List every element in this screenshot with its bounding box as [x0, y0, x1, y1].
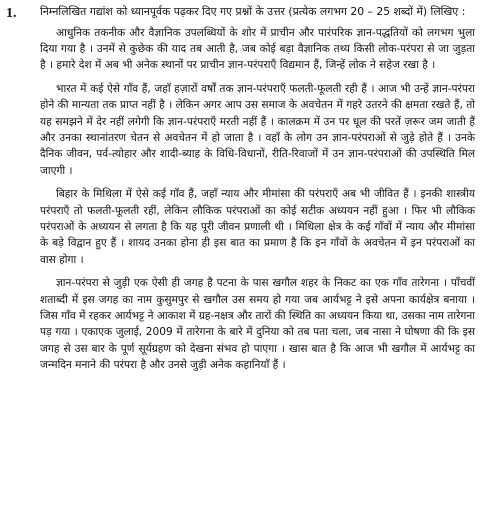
question-body	[40, 4, 475, 381]
question-number: 1.	[6, 6, 17, 21]
passage-paragraph-2: भारत में कई ऐसे गाँव हैं, जहाँ हज़ारों वर्षों तक ज्ञान-परंपराएँ फलती-फूलती रही हैं । आज भी उन्हें ज्ञान-परंपरा होने की मान्यता तक प्राप्त नहीं है । लेकिन अगर आप उस समाज के अवचेतन में गहरे उतरने की क्षमता रखते हैं, तो यह समझने में देर नहीं लगेगी कि ज्ञान-परंपराएँ मरती नहीं हैं । कालक्रम में उन पर धूल की परतें ज़रूर जम जाती हैं और उनका स्थानांतरण चेतन से अवचेतन में हो जाता है । वहाँ के लोग उन ज्ञान-परंपराओं से जुड़े होते हैं । उनके दैनिक जीवन, पर्व-त्योहार और शादी-ब्याह के विधि-विधानों, रीति-रिवाजों में उन ज्ञान-परंपराओं की उपस्थिति मिल जाएगी ।	[40, 82, 475, 177]
passage-paragraph-1: आधुनिक तकनीक और वैज्ञानिक उपलब्धियों के शोर में प्राचीन और पारंपरिक ज्ञान-पद्धतियों को लगभग भुला दिया गया है । उनमें से कुछेक की याद तब आती है, जब कोई बड़ा वैज्ञानिक तथ्य किसी लोक-परंपरा से जा जुड़ता है । हमारे देश में अब भी अनेक स्थानों पर प्राचीन ज्ञान-परंपराएँ विद्यमान हैं, जिन्हें लोक ने सहेज रखा है ।	[40, 26, 475, 72]
passage-paragraph-3: बिहार के मिथिला में ऐसे कई गाँव हैं, जहाँ न्याय और मीमांसा की परंपराएँ अब भी जीवित हैं । इनकी शास्त्रीय परंपराएँ तो फलती-फूलती रहीं, लेकिन लौकिक परंपराओं का कोई सटीक अध्ययन नहीं हुआ । फिर भी लौकिक परंपराओं के अध्ययन से लगता है कि यह पूरी जीवन प्रणाली थी । मिथिला क्षेत्र के कई गाँवों में न्याय और मीमांसा के बड़े विद्वान हुए हैं । शायद उनका होना ही इस बात का प्रमाण है कि इन गाँवों के अवचेतन में इन परंपराओं का वास होगा ।	[40, 188, 475, 266]
question-instruction: निम्नलिखित गद्यांश को ध्यानपूर्वक पढ़कर दिए गए प्रश्नों के उत्तर (प्रत्येक लगभग 20 – 25 शब्दों में) लिखिए :	[40, 5, 466, 18]
passage-paragraph-4: ज्ञान-परंपरा से जुड़ी एक ऐसी ही जगह है पटना के पास खगौल शहर के निकट का एक गाँव तारेगना । पाँचवीं शताब्दी में इस जगह का नाम कुसुमपुर से खगौल उस समय हो गया जब आर्यभट्ट ने इसे अपना कार्यक्षेत्र बनाया । जिस गाँव में रहकर आर्यभट्ट ने आकाश में ग्रह-नक्षत्र और तारों की स्थिति का अध्ययन किया था, उसका नाम तारेगना पड़ गया । एकाएक जुलाई, 2009 में तारेगना के बारे में दुनिया को तब पता चला, जब नासा ने घोषणा की कि इस जगह से उस बार के पूर्ण सूर्यग्रहण को देखना संभव हो पाएगा । खास बात है कि आज भी खगौल में आर्यभट्ट का जन्मदिन मनाने की परंपरा है और उनसे जुड़ी अनेक कहानियाँ हैं ।	[40, 277, 475, 372]
question-block	[6, 4, 475, 381]
